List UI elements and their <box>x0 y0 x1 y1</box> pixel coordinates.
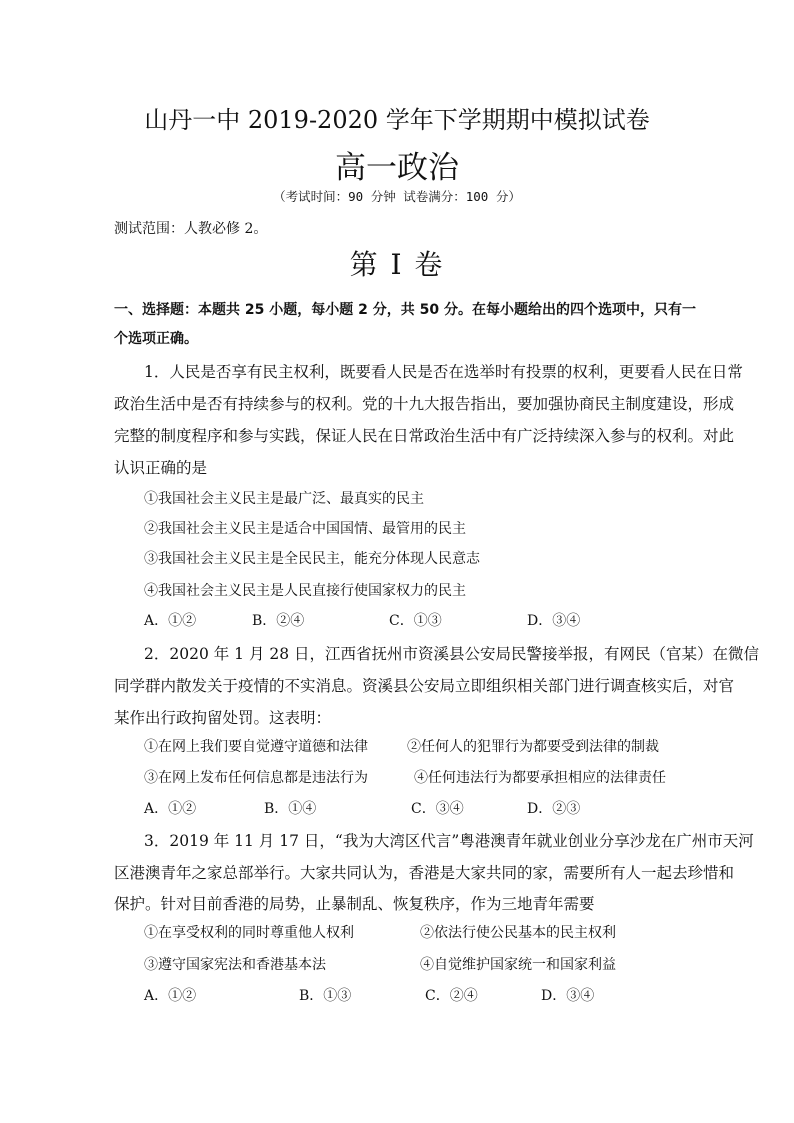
section-instructions-line2: 个选项正确。 <box>114 331 198 347</box>
question-3-line-3: 保护。针对目前香港的局势，止暴制乱、恢复秩序，作为三地青年需要 <box>114 895 595 913</box>
question-3-item-1: ①在享受权利的同时尊重他人权利 <box>144 925 354 941</box>
question-2-item-4: ④任何违法行为都要承担相应的法律责任 <box>414 770 666 786</box>
question-1-item-3: ③我国社会主义民主是全民民主，能充分体现人民意志 <box>144 551 480 567</box>
question-2-item-1: ①在网上我们要自觉遵守道德和法律 <box>144 739 368 755</box>
question-1-choice-b: B．②④ <box>252 613 305 629</box>
question-2-choice-b: B．①④ <box>264 801 317 817</box>
question-1-line-3: 完整的制度程序和参与实践，保证人民在日常政治生活中有广泛持续深入参与的权利。对此 <box>114 427 735 445</box>
question-1-choice-d: D．③④ <box>527 613 581 629</box>
exam-title: 山丹一中 2019-2020 学年下学期期中模拟试卷 <box>144 106 650 134</box>
question-1-line-2: 政治生活中是否有持续参与的权利。党的十九大报告指出，要加强协商民主制度建设，形成 <box>114 395 735 413</box>
question-3-choice-a: A．①② <box>144 988 197 1004</box>
exam-meta: （考试时间：90 分钟 试卷满分：100 分） <box>273 189 521 204</box>
question-2-item-2: ②任何人的犯罪行为都要受到法律的制裁 <box>407 739 659 755</box>
question-1-item-4: ④我国社会主义民主是人民直接行使国家权力的民主 <box>144 583 466 599</box>
question-3-item-2: ②依法行使公民基本的民主权利 <box>420 925 616 941</box>
question-1-choice-c: C．①③ <box>389 613 442 629</box>
question-3-choice-d: D．③④ <box>541 988 595 1004</box>
question-3-line-1: 3．2019 年 11 月 17 日，“我为大湾区代言”粤港澳青年就业创业分享沙龙在广州市天河 <box>144 832 754 850</box>
question-3-item-4: ④自觉维护国家统一和国家利益 <box>420 957 616 973</box>
question-2-line-2: 同学群内散发关于疫情的不实消息。资溪县公安局立即组织相关部门进行调查核实后，对官 <box>114 677 735 695</box>
question-3-line-2: 区港澳青年之家总部举行。大家共同认为，香港是大家共同的家，需要所有人一起去珍惜和 <box>114 864 735 882</box>
question-2-line-1: 2．2020 年 1 月 28 日，江西省抚州市资溪县公安局民警接举报，有网民（官某）在微信 <box>144 645 760 663</box>
question-1-item-1: ①我国社会主义民主是最广泛、最真实的民主 <box>144 491 424 507</box>
question-2-choice-c: C．③④ <box>411 801 464 817</box>
question-3-choice-c: C．②④ <box>425 988 478 1004</box>
question-1-choice-a: A．①② <box>144 613 197 629</box>
question-3-choice-b: B．①③ <box>299 988 352 1004</box>
question-2-item-3: ③在网上发布任何信息都是违法行为 <box>144 770 368 786</box>
volume-heading: 第 I 卷 <box>349 248 445 281</box>
question-1-line-1: 1．人民是否享有民主权利，既要看人民是否在选举时有投票的权利，更要看人民在日常 <box>144 363 743 381</box>
question-2-choice-d: D．②③ <box>527 801 581 817</box>
question-2-line-3: 某作出行政拘留处罚。这表明： <box>114 709 332 727</box>
question-2-choice-a: A．①② <box>144 801 197 817</box>
question-1-item-2: ②我国社会主义民主是适合中国国情、最管用的民主 <box>144 521 466 537</box>
question-1-line-4: 认识正确的是 <box>114 459 208 477</box>
test-scope: 测试范围：人教必修 2。 <box>114 221 268 237</box>
question-3-item-3: ③遵守国家宪法和香港基本法 <box>144 957 326 973</box>
subject-title: 高一政治 <box>335 150 459 186</box>
section-instructions-line1: 一、选择题：本题共 25 小题，每小题 2 分，共 50 分。在每小题给出的四个选项中，只有一 <box>114 302 696 318</box>
